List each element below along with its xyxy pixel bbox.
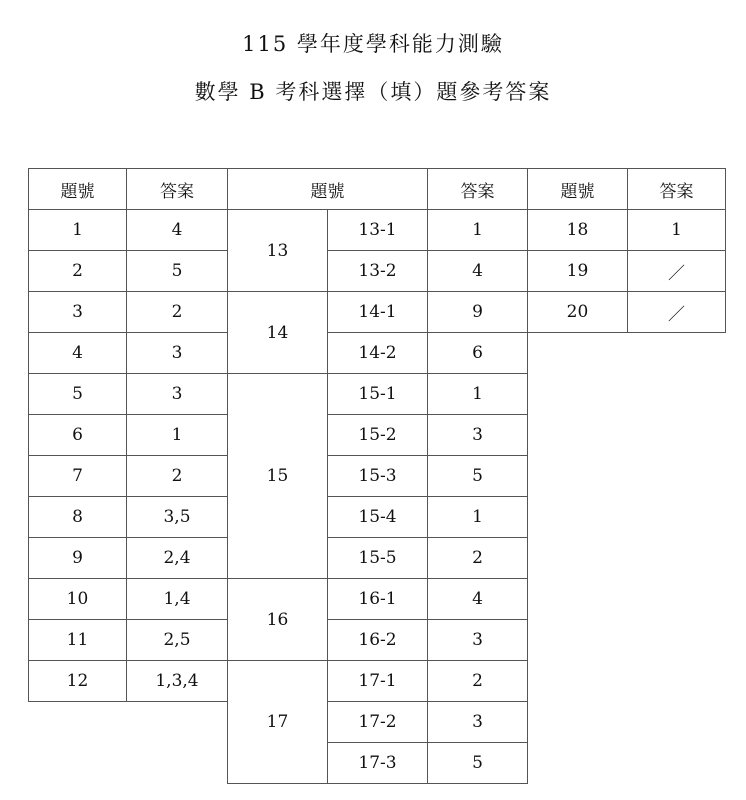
sub-question-number: 13-1 [327,209,428,251]
answer-value: 5 [427,455,528,497]
header-answer: 答案 [427,168,528,210]
header-question: 題號 [28,168,127,210]
answer-value: 3 [126,373,228,415]
answer-value: 2,5 [126,619,228,661]
sub-question-number: 14-2 [327,332,428,374]
question-group-number: 17 [227,660,328,784]
question-number: 2 [28,250,127,292]
question-number: 3 [28,291,127,333]
answer-value: 2,4 [126,537,228,579]
answer-value: 4 [126,209,228,251]
answer-value: 1,3,4 [126,660,228,702]
page-subtitle: 數學 B 考科選擇（填）題參考答案 [194,80,552,104]
question-number: 10 [28,578,127,620]
answer-value: 3 [427,414,528,456]
sub-question-number: 15-4 [327,496,428,538]
sub-question-number: 15-3 [327,455,428,497]
sub-question-number: 15-5 [327,537,428,579]
answer-value: 1 [627,209,726,251]
question-number: 6 [28,414,127,456]
question-group-number: 15 [227,373,328,579]
answer-value: 5 [126,250,228,292]
sub-question-number: 16-1 [327,578,428,620]
sub-question-number: 17-2 [327,701,428,743]
question-number: 12 [28,660,127,702]
answer-value: 4 [427,578,528,620]
question-number: 18 [527,209,628,251]
sub-question-number: 13-2 [327,250,428,292]
sub-question-number: 14-1 [327,291,428,333]
answer-value: 3,5 [126,496,228,538]
header-question: 題號 [227,168,428,210]
answer-value: 2 [126,291,228,333]
answer-value: 2 [126,455,228,497]
answer-value: 6 [427,332,528,374]
question-number: 5 [28,373,127,415]
answer-value: ／ [627,250,726,292]
page-title: 115 學年度學科能力測驗 [242,32,504,56]
sub-question-number: 17-3 [327,742,428,784]
sub-question-number: 15-2 [327,414,428,456]
question-number: 7 [28,455,127,497]
answer-value: 5 [427,742,528,784]
answer-value: 3 [427,701,528,743]
answer-value: 1 [427,496,528,538]
header-answer: 答案 [627,168,726,210]
answer-value: 1 [427,373,528,415]
answer-value: 1 [126,414,228,456]
answer-value: 3 [427,619,528,661]
question-number: 4 [28,332,127,374]
answer-value: 4 [427,250,528,292]
question-group-number: 16 [227,578,328,661]
header-answer: 答案 [126,168,228,210]
question-number: 20 [527,291,628,333]
question-number: 11 [28,619,127,661]
sub-question-number: 15-1 [327,373,428,415]
question-number: 8 [28,496,127,538]
question-number: 1 [28,209,127,251]
answer-value: 1 [427,209,528,251]
question-group-number: 13 [227,209,328,292]
question-group-number: 14 [227,291,328,374]
sub-question-number: 17-1 [327,660,428,702]
answer-value: 1,4 [126,578,228,620]
answer-value: 2 [427,660,528,702]
answer-value: 9 [427,291,528,333]
answer-value: 2 [427,537,528,579]
answer-value: 3 [126,332,228,374]
sub-question-number: 16-2 [327,619,428,661]
header-question: 題號 [527,168,628,210]
question-number: 19 [527,250,628,292]
question-number: 9 [28,537,127,579]
answer-value: ／ [627,291,726,333]
